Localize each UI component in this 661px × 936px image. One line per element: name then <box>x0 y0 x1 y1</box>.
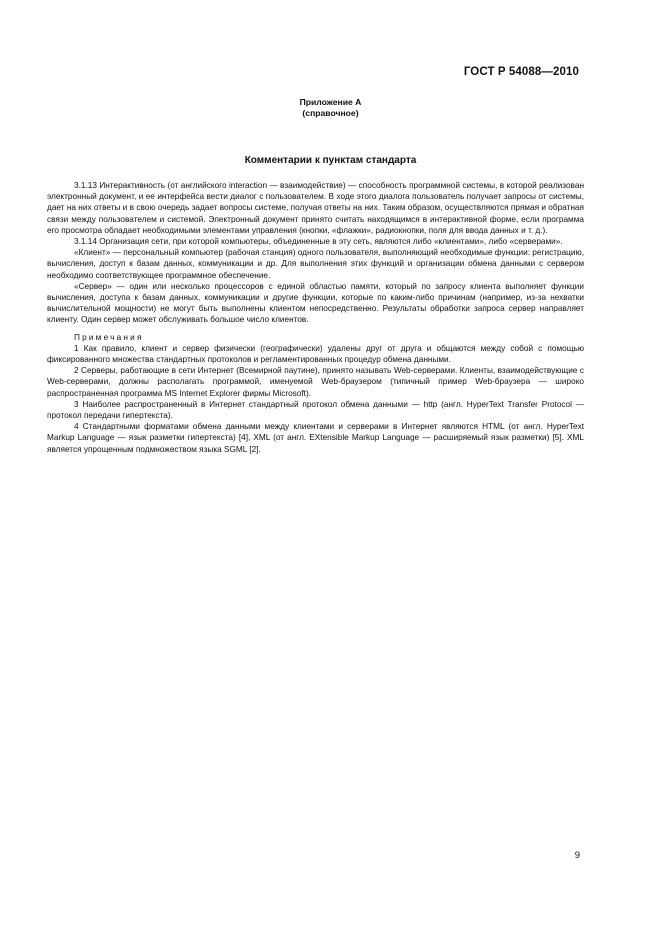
appendix-subtitle: (справочное) <box>302 108 359 118</box>
paragraph-server: «Сервер» — один или несколько процессоров с единой областью памяти, который по запросу клиента выполняет функции вычисления, доступа к базам данных, коммуникации и другие функции, которые по каким-либо причинам (например, из-за нехватки вычислительной мощности) не могут быть выполнены клиентом непосредственно. Результаты обработки запроса сервер направляет клиенту. Один сервер может обслуживать большое число клиентов. <box>47 281 584 325</box>
paragraph-3-1-13: 3.1.13 Интерактивность (от английского interaction — взаимодействие) — способность программной системы, в которой реализован электронный документ, и ее интерфейса вести диалог с пользователем. В ходе этого диалога пользователь получает запросы от системы, дает на них ответы и в свою очередь задает вопросы системе, получая ответы на них. Таким образом, осуществляются прямая и обратная связи между пользователем и системой. Электронный документ принято считать находящимся в интерактивной форме, если программа его просмотра обладает необходимыми элементами управления (кнопки, «флажки», радиокнопки, поля для ввода данных и т. д.). <box>47 181 584 235</box>
paragraph-client: «Клиент» — персональный компьютер (рабочая станция) одного пользователя, выполняющий необходимые функции: регистрацию, вычисления, доступ к базам данных, коммуникации и др. Для выполнения этих функций и организации обмена данными с сервером необходимо соответствующее программное обеспечение. <box>47 248 584 280</box>
section-title: Комментарии к пунктам стандарта <box>244 155 417 166</box>
page-number: 9 <box>574 850 580 861</box>
document-body <box>47 180 584 455</box>
note-item: 3 Наиболее распространенный в Интернет стандартный протокол обмена данными — http (англ. HyperText Transfer Protocol — протокол передачи гипертекста). <box>47 399 584 421</box>
paragraph-3-1-14: 3.1.14 Организация сети, при которой компьютеры, объединенные в эту сеть, являются либо «клиентами», либо «серверами». <box>74 237 563 247</box>
appendix-title: Приложение А <box>299 97 362 107</box>
note-item: 4 Стандартными форматами обмена данными между клиентами и серверами в Интернет являются HTML (от англ. HyperText Markup Language — язык разметки гипертекста) [4], XML (от англ. EXtensible Markup Language — расширяемый язык разметки) [5]. XML является упрощенным подмножеством языка SGML [2]. <box>47 422 584 454</box>
notes-title: Примечания <box>74 332 144 342</box>
standard-id: ГОСТ Р 54088—2010 <box>463 66 579 78</box>
note-item: 1 Как правило, клиент и сервер физически (географически) удалены друг от друга и общаются между собой с помощью фиксированного множества стандартных протоколов и регламентированных процедур обмена данными. <box>47 343 584 365</box>
appendix-heading <box>0 97 661 119</box>
note-item: 2 Серверы, работающие в сети Интернет (Всемирной паутине), принято называть Web-серверами. Клиенты, взаимодействующие с Web-серверами, должны располагать программой, именуемой Web-браузером (типичный пример Web-браузера — широко распространенная программа MS Internet Explorer фирмы Microsoft). <box>47 366 584 398</box>
